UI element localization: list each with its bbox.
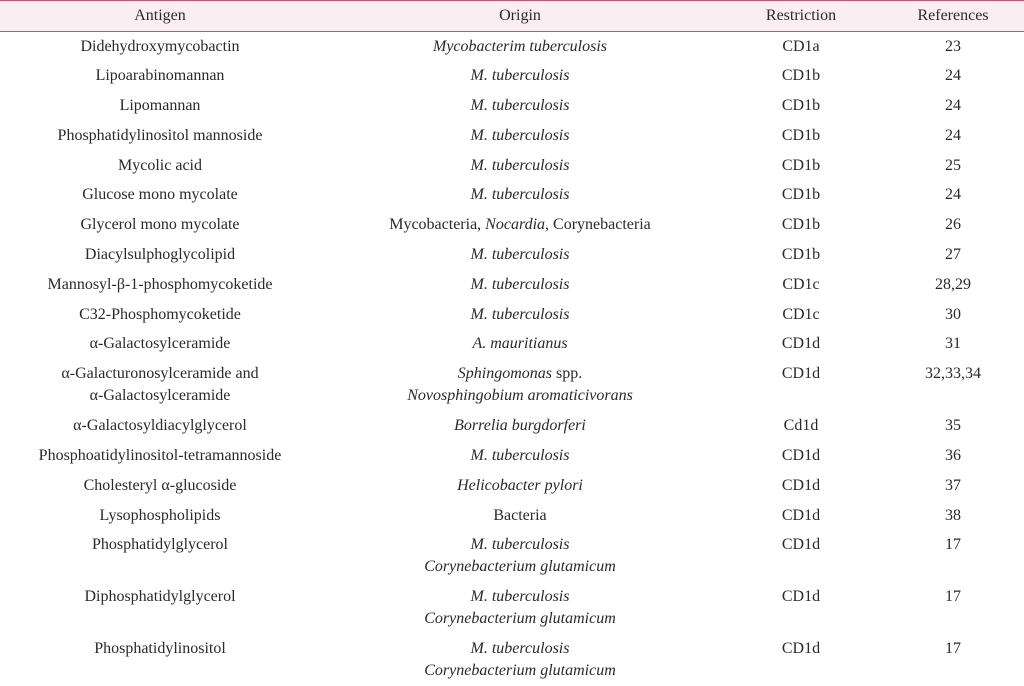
origin-line xyxy=(320,244,720,266)
table-row xyxy=(0,441,1024,471)
header-antigen: Antigen xyxy=(0,1,320,32)
table-row xyxy=(0,91,1024,121)
cell-antigen xyxy=(0,634,320,686)
cell-restriction: CD1b xyxy=(720,180,882,210)
origin-text: M. tuberculosis xyxy=(471,640,570,657)
cell-origin xyxy=(320,151,720,181)
header-origin: Origin xyxy=(320,1,720,32)
header-restriction: Restriction xyxy=(720,1,882,32)
origin-line xyxy=(320,65,720,87)
origin-text: M. tuberculosis xyxy=(471,127,570,144)
origin-text: , Corynebacteria xyxy=(545,216,651,233)
table-body xyxy=(0,32,1024,686)
cell-origin xyxy=(320,471,720,501)
antigen-text: Cholesteryl α-glucoside xyxy=(0,475,320,497)
antigen-text: Glycerol mono mycolate xyxy=(0,214,320,236)
table-header xyxy=(0,1,1024,32)
table-row xyxy=(0,240,1024,270)
cell-origin xyxy=(320,634,720,686)
origin-text: spp. xyxy=(552,365,582,382)
cell-origin xyxy=(320,270,720,300)
origin-text: M. tuberculosis xyxy=(471,97,570,114)
antigen-text: Lipomannan xyxy=(0,95,320,117)
origin-line xyxy=(320,184,720,206)
cell-references: 17 xyxy=(882,582,1024,634)
cell-references: 27 xyxy=(882,240,1024,270)
antigen-text: Glucose mono mycolate xyxy=(0,184,320,206)
origin-line xyxy=(320,586,720,608)
table-row xyxy=(0,329,1024,359)
cell-restriction: CD1b xyxy=(720,151,882,181)
cell-antigen xyxy=(0,329,320,359)
cell-antigen xyxy=(0,530,320,582)
origin-line xyxy=(320,385,720,407)
cell-origin xyxy=(320,32,720,62)
cell-antigen xyxy=(0,300,320,330)
cell-origin xyxy=(320,411,720,441)
origin-text: M. tuberculosis xyxy=(471,246,570,263)
cell-restriction: CD1c xyxy=(720,270,882,300)
cell-references: 28,29 xyxy=(882,270,1024,300)
cell-restriction: CD1d xyxy=(720,582,882,634)
antigen-text: Phosphoatidylinositol-tetramannoside xyxy=(0,445,320,467)
table-row xyxy=(0,151,1024,181)
cell-origin xyxy=(320,501,720,531)
cell-references: 36 xyxy=(882,441,1024,471)
cell-references: 25 xyxy=(882,151,1024,181)
origin-text: Sphingomonas xyxy=(458,365,552,382)
cell-restriction: CD1d xyxy=(720,530,882,582)
table-row xyxy=(0,471,1024,501)
cell-restriction: CD1b xyxy=(720,121,882,151)
antigen-text: Diacylsulphoglycolipid xyxy=(0,244,320,266)
cell-origin xyxy=(320,180,720,210)
cell-restriction: CD1b xyxy=(720,240,882,270)
cell-antigen xyxy=(0,151,320,181)
table-row xyxy=(0,180,1024,210)
cell-antigen xyxy=(0,471,320,501)
cell-restriction: CD1a xyxy=(720,32,882,62)
origin-text: M. tuberculosis xyxy=(471,588,570,605)
origin-text: M. tuberculosis xyxy=(471,157,570,174)
antigen-text: Phosphatidylinositol mannoside xyxy=(0,125,320,147)
table-row xyxy=(0,530,1024,582)
cell-references: 24 xyxy=(882,61,1024,91)
cell-antigen xyxy=(0,91,320,121)
header-references: References xyxy=(882,1,1024,32)
origin-text: M. tuberculosis xyxy=(471,447,570,464)
origin-text: A. mauritianus xyxy=(472,335,567,352)
cell-restriction: CD1b xyxy=(720,61,882,91)
cell-references: 24 xyxy=(882,180,1024,210)
header-row xyxy=(0,1,1024,32)
cell-antigen xyxy=(0,210,320,240)
cell-origin xyxy=(320,210,720,240)
antigen-text: C32-Phosphomycoketide xyxy=(0,304,320,326)
origin-line xyxy=(320,214,720,236)
cell-restriction: CD1d xyxy=(720,441,882,471)
table-row xyxy=(0,411,1024,441)
origin-text: Mycobacterim tuberculosis xyxy=(433,38,607,55)
cell-antigen xyxy=(0,61,320,91)
cell-origin xyxy=(320,582,720,634)
origin-text: M. tuberculosis xyxy=(471,276,570,293)
cell-antigen xyxy=(0,359,320,411)
origin-text: M. tuberculosis xyxy=(471,536,570,553)
cell-origin xyxy=(320,530,720,582)
cell-references: 31 xyxy=(882,329,1024,359)
cell-references: 24 xyxy=(882,91,1024,121)
cell-restriction: Cd1d xyxy=(720,411,882,441)
cell-references: 32,33,34 xyxy=(882,359,1024,411)
antigen-text: α-Galactosylceramide xyxy=(0,333,320,355)
cell-references: 37 xyxy=(882,471,1024,501)
origin-line xyxy=(320,505,720,527)
origin-line xyxy=(320,304,720,326)
cell-restriction: CD1d xyxy=(720,501,882,531)
antigen-text: α-Galactosyldiacylglycerol xyxy=(0,415,320,437)
table-row xyxy=(0,270,1024,300)
cell-antigen xyxy=(0,582,320,634)
origin-text: Helicobacter pylori xyxy=(457,477,583,494)
cell-antigen xyxy=(0,441,320,471)
origin-line xyxy=(320,274,720,296)
cell-references: 23 xyxy=(882,32,1024,62)
cell-origin xyxy=(320,61,720,91)
origin-text: Corynebacterium glutamicum xyxy=(424,610,616,627)
cell-antigen xyxy=(0,411,320,441)
cell-antigen xyxy=(0,240,320,270)
cell-references: 38 xyxy=(882,501,1024,531)
cell-references: 24 xyxy=(882,121,1024,151)
origin-text: Borrelia burgdorferi xyxy=(454,417,586,434)
table-row xyxy=(0,359,1024,411)
cell-antigen xyxy=(0,501,320,531)
origin-text: Bacteria xyxy=(493,507,546,524)
antigen-text: Phosphatidylglycerol xyxy=(0,534,320,556)
origin-line xyxy=(320,125,720,147)
table-row xyxy=(0,634,1024,686)
cell-origin xyxy=(320,441,720,471)
origin-line xyxy=(320,534,720,556)
cell-origin xyxy=(320,300,720,330)
cell-antigen xyxy=(0,270,320,300)
origin-text: Corynebacterium glutamicum xyxy=(424,662,616,679)
cell-origin xyxy=(320,240,720,270)
cell-references: 26 xyxy=(882,210,1024,240)
antigen-text: Lipoarabinomannan xyxy=(0,65,320,87)
antigen-text: Diphosphatidylglycerol xyxy=(0,586,320,608)
origin-line xyxy=(320,363,720,385)
cell-origin xyxy=(320,121,720,151)
origin-text: M. tuberculosis xyxy=(471,306,570,323)
origin-text: Novosphingobium aromaticivorans xyxy=(407,387,633,404)
origin-line xyxy=(320,95,720,117)
antigen-text: α-Galacturonosylceramide and xyxy=(0,363,320,385)
table-row xyxy=(0,300,1024,330)
table-row xyxy=(0,121,1024,151)
antigen-text: Mannosyl-β-1-phosphomycoketide xyxy=(0,274,320,296)
cell-references: 17 xyxy=(882,530,1024,582)
origin-text: Nocardia xyxy=(485,216,545,233)
cell-antigen xyxy=(0,180,320,210)
cell-restriction: CD1d xyxy=(720,359,882,411)
antigen-text: Mycolic acid xyxy=(0,155,320,177)
origin-line xyxy=(320,415,720,437)
cell-restriction: CD1b xyxy=(720,91,882,121)
origin-line xyxy=(320,36,720,58)
cell-references: 30 xyxy=(882,300,1024,330)
antigen-text: Didehydroxymycobactin xyxy=(0,36,320,58)
antigen-text: α-Galactosylceramide xyxy=(0,385,320,407)
antigen-text: Phosphatidylinositol xyxy=(0,638,320,660)
origin-text: Corynebacterium glutamicum xyxy=(424,558,616,575)
cell-antigen xyxy=(0,121,320,151)
cell-origin xyxy=(320,329,720,359)
table-row xyxy=(0,582,1024,634)
origin-line xyxy=(320,445,720,467)
origin-line xyxy=(320,608,720,630)
cell-restriction: CD1b xyxy=(720,210,882,240)
table-row xyxy=(0,32,1024,62)
antigen-text: Lysophospholipids xyxy=(0,505,320,527)
table-row xyxy=(0,61,1024,91)
origin-line xyxy=(320,475,720,497)
cell-references: 35 xyxy=(882,411,1024,441)
table-row xyxy=(0,210,1024,240)
cell-restriction: CD1c xyxy=(720,300,882,330)
cell-origin xyxy=(320,91,720,121)
origin-line xyxy=(320,333,720,355)
cell-restriction: CD1d xyxy=(720,329,882,359)
cell-restriction: CD1d xyxy=(720,634,882,686)
table-row xyxy=(0,501,1024,531)
origin-text: Mycobacteria, xyxy=(389,216,485,233)
cell-antigen xyxy=(0,32,320,62)
cell-origin xyxy=(320,359,720,411)
origin-text: M. tuberculosis xyxy=(471,186,570,203)
origin-line xyxy=(320,638,720,660)
origin-line xyxy=(320,660,720,682)
origin-text: M. tuberculosis xyxy=(471,67,570,84)
origin-line xyxy=(320,155,720,177)
cell-restriction: CD1d xyxy=(720,471,882,501)
cell-references: 17 xyxy=(882,634,1024,686)
origin-line xyxy=(320,556,720,578)
